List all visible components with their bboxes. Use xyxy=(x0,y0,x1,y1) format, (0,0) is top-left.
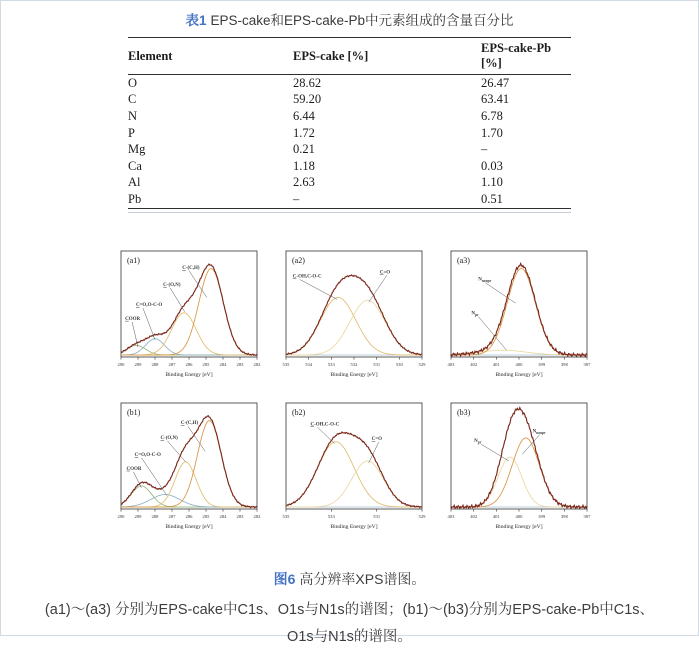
peak-annotation: $N_{pr}$ xyxy=(474,438,482,445)
table-cell: N xyxy=(128,108,138,123)
component-peak-curve xyxy=(121,265,257,354)
table-row xyxy=(128,108,571,125)
envelope-fit-curve xyxy=(286,432,422,508)
table-cell: 6.78 xyxy=(481,108,503,123)
x-tick-label: 287 xyxy=(168,361,176,367)
x-tick-label: 401 xyxy=(492,361,500,367)
component-peak-curve xyxy=(451,457,587,507)
component-peak-curve xyxy=(451,438,587,507)
table-cell: 1.10 xyxy=(481,175,503,190)
x-tick-label: 290 xyxy=(117,361,125,367)
table-cell: – xyxy=(481,142,488,157)
component-peak-curve xyxy=(121,345,257,355)
envelope-fit-curve xyxy=(121,415,257,507)
peak-annotation: $N_{nonpr}$ xyxy=(478,277,492,283)
table-row xyxy=(128,141,571,158)
x-tick-label: 533 xyxy=(327,513,335,519)
xps-spectrum-svg xyxy=(269,391,430,537)
xps-spectrum-svg xyxy=(434,239,595,385)
table-cell: 63.41 xyxy=(481,92,510,107)
figure-caption-title xyxy=(1,569,698,589)
peak-annotation: C-OH,C-O-C xyxy=(292,274,322,280)
peak-annotation: C=O,O-C-O xyxy=(135,302,163,308)
table-cell: 28.62 xyxy=(293,75,322,90)
x-tick-label: 401 xyxy=(492,513,500,519)
x-tick-label: 529 xyxy=(418,361,426,367)
envelope-fit-curve xyxy=(121,264,257,355)
envelope-fit-curve xyxy=(451,407,587,508)
col-header-eps-cake: EPS-cake [%] xyxy=(293,38,481,75)
table-row xyxy=(128,92,571,109)
x-tick-label: 402 xyxy=(470,361,478,367)
table-body xyxy=(128,75,571,209)
table-title-text: EPS-cake和EPS-cake-Pb中元素组成的含量百分比 xyxy=(210,13,514,28)
panel-tag: (a1) xyxy=(127,255,140,265)
x-tick-label: 399 xyxy=(538,513,546,519)
col-header-element: Element xyxy=(128,38,293,75)
table-cell: O xyxy=(128,75,138,90)
x-axis-label: Binding Energy [eV] xyxy=(165,523,213,530)
x-tick-label: 533 xyxy=(327,361,335,367)
table-row xyxy=(128,75,571,92)
x-tick-label: 285 xyxy=(202,513,210,519)
xps-spectrum-svg xyxy=(104,391,265,537)
x-tick-label: 397 xyxy=(583,513,591,519)
table-cell: 6.44 xyxy=(293,108,315,123)
table-cell: 1.70 xyxy=(481,125,503,140)
peak-annotation: COOR xyxy=(125,316,141,322)
table-cell: C xyxy=(128,92,137,107)
figure-caption-line2: O1s与N1s的谱图。 xyxy=(287,628,412,645)
table-row xyxy=(128,191,571,208)
x-tick-label: 283 xyxy=(236,361,244,367)
x-tick-label: 535 xyxy=(282,513,290,519)
xps-panel-b3 xyxy=(434,391,595,537)
x-tick-label: 531 xyxy=(373,513,381,519)
x-tick-label: 286 xyxy=(185,513,193,519)
xps-panel-a3 xyxy=(434,239,595,385)
panel-tag: (b1) xyxy=(127,407,141,417)
panel-tag: (b2) xyxy=(292,407,306,417)
table-bottom-rule xyxy=(128,212,571,213)
x-tick-label: 289 xyxy=(134,513,142,519)
elements-table-wrap xyxy=(128,37,571,213)
panel-tag: (b3) xyxy=(457,407,471,417)
table-cell: 0.03 xyxy=(481,158,503,173)
x-tick-label: 529 xyxy=(418,513,426,519)
x-axis-label: Binding Energy [eV] xyxy=(495,523,543,530)
x-tick-label: 289 xyxy=(134,361,142,367)
x-tick-label: 400 xyxy=(515,361,523,367)
peak-annotation: C-(O,N) xyxy=(160,435,178,441)
table-cell: 59.20 xyxy=(293,92,322,107)
table-cell: P xyxy=(128,125,135,140)
peak-annotation: C-(C,H) xyxy=(180,420,199,426)
figure-caption-body xyxy=(1,597,698,650)
figure-number-label: 图6 xyxy=(273,570,296,587)
x-tick-label: 282 xyxy=(253,361,261,367)
table-cell: Ca xyxy=(128,158,142,173)
elements-table xyxy=(128,37,571,209)
table-title xyxy=(1,9,698,29)
x-axis-label: Binding Energy [eV] xyxy=(330,371,378,378)
xps-spectrum-svg xyxy=(269,239,430,385)
xps-panel-a1 xyxy=(104,239,265,385)
x-axis-label: Binding Energy [eV] xyxy=(495,371,543,378)
table-cell: Mg xyxy=(128,142,146,157)
panel-tag: (a2) xyxy=(292,255,305,265)
table-cell: – xyxy=(293,191,481,208)
peak-annotation: C-(C,H) xyxy=(182,265,200,271)
peak-annotation: COOR xyxy=(126,466,142,472)
peak-annotation: C=O xyxy=(379,270,391,276)
x-axis-label: Binding Energy [eV] xyxy=(330,523,378,530)
table-cell: Pb xyxy=(128,191,293,208)
table-cell: 26.47 xyxy=(481,75,510,90)
xps-figure-row-b xyxy=(104,391,595,537)
figure-caption-text: 高分辨率XPS谱图。 xyxy=(299,570,426,587)
x-tick-label: 403 xyxy=(447,361,455,367)
x-tick-label: 398 xyxy=(560,361,568,367)
x-tick-label: 534 xyxy=(305,361,313,367)
xps-figure-grid xyxy=(1,239,698,537)
x-tick-label: 285 xyxy=(202,361,210,367)
x-axis-label: Binding Energy [eV] xyxy=(165,371,213,378)
table-cell: 1.18 xyxy=(293,158,315,173)
peak-annotation: $N_{pr}$ xyxy=(471,311,479,317)
xps-panel-a2 xyxy=(269,239,430,385)
peak-annotation: $N_{nonpr}$ xyxy=(532,429,546,435)
peak-annotation: C-(O,N) xyxy=(163,282,181,288)
table-row xyxy=(128,125,571,142)
x-tick-label: 399 xyxy=(538,361,546,367)
peak-annotation: C=O xyxy=(371,436,383,442)
x-tick-label: 530 xyxy=(395,361,403,367)
table-header-row xyxy=(128,38,571,75)
table-row xyxy=(128,175,571,192)
x-tick-label: 290 xyxy=(117,513,125,519)
table-number-label: 表1 xyxy=(185,13,207,28)
xps-spectrum-svg xyxy=(434,391,595,537)
x-tick-label: 531 xyxy=(373,361,381,367)
table-cell: 1.72 xyxy=(293,125,315,140)
x-tick-label: 286 xyxy=(185,361,193,367)
table-cell: 2.63 xyxy=(293,175,315,190)
x-tick-label: 532 xyxy=(350,361,358,367)
x-tick-label: 288 xyxy=(151,361,159,367)
x-tick-label: 284 xyxy=(219,513,227,519)
x-tick-label: 282 xyxy=(253,513,261,519)
table-row xyxy=(128,158,571,175)
x-tick-label: 535 xyxy=(282,361,290,367)
x-tick-label: 284 xyxy=(219,361,227,367)
x-tick-label: 287 xyxy=(168,513,176,519)
table-cell: Al xyxy=(128,175,141,190)
table-cell: 0.51 xyxy=(481,191,571,208)
component-peak-curve xyxy=(121,313,257,355)
x-tick-label: 283 xyxy=(236,513,244,519)
peak-annotation: C-OH,C-O-C xyxy=(310,422,340,428)
xps-figure-row-a xyxy=(104,239,595,385)
x-tick-label: 402 xyxy=(470,513,478,519)
figure-caption-line1: (a1)～(a3) 分别为EPS-cake中C1s、O1s与N1s的谱图；(b1)～(b3)分别为EPS-cake-Pb中C1s、 xyxy=(44,601,655,618)
xps-panel-b2 xyxy=(269,391,430,537)
xps-spectrum-svg xyxy=(104,239,265,385)
col-header-eps-cake-pb: EPS-cake-Pb [%] xyxy=(481,38,571,75)
peak-annotation: C=O,O-C-O xyxy=(134,452,161,458)
x-tick-label: 398 xyxy=(560,513,568,519)
envelope-fit-curve xyxy=(451,263,587,356)
table-cell: 0.21 xyxy=(293,142,315,157)
panel-tag: (a3) xyxy=(457,255,470,265)
x-tick-label: 397 xyxy=(583,361,591,367)
xps-panel-b1 xyxy=(104,391,265,537)
x-tick-label: 403 xyxy=(447,513,455,519)
x-tick-label: 288 xyxy=(151,513,159,519)
x-tick-label: 400 xyxy=(515,513,523,519)
